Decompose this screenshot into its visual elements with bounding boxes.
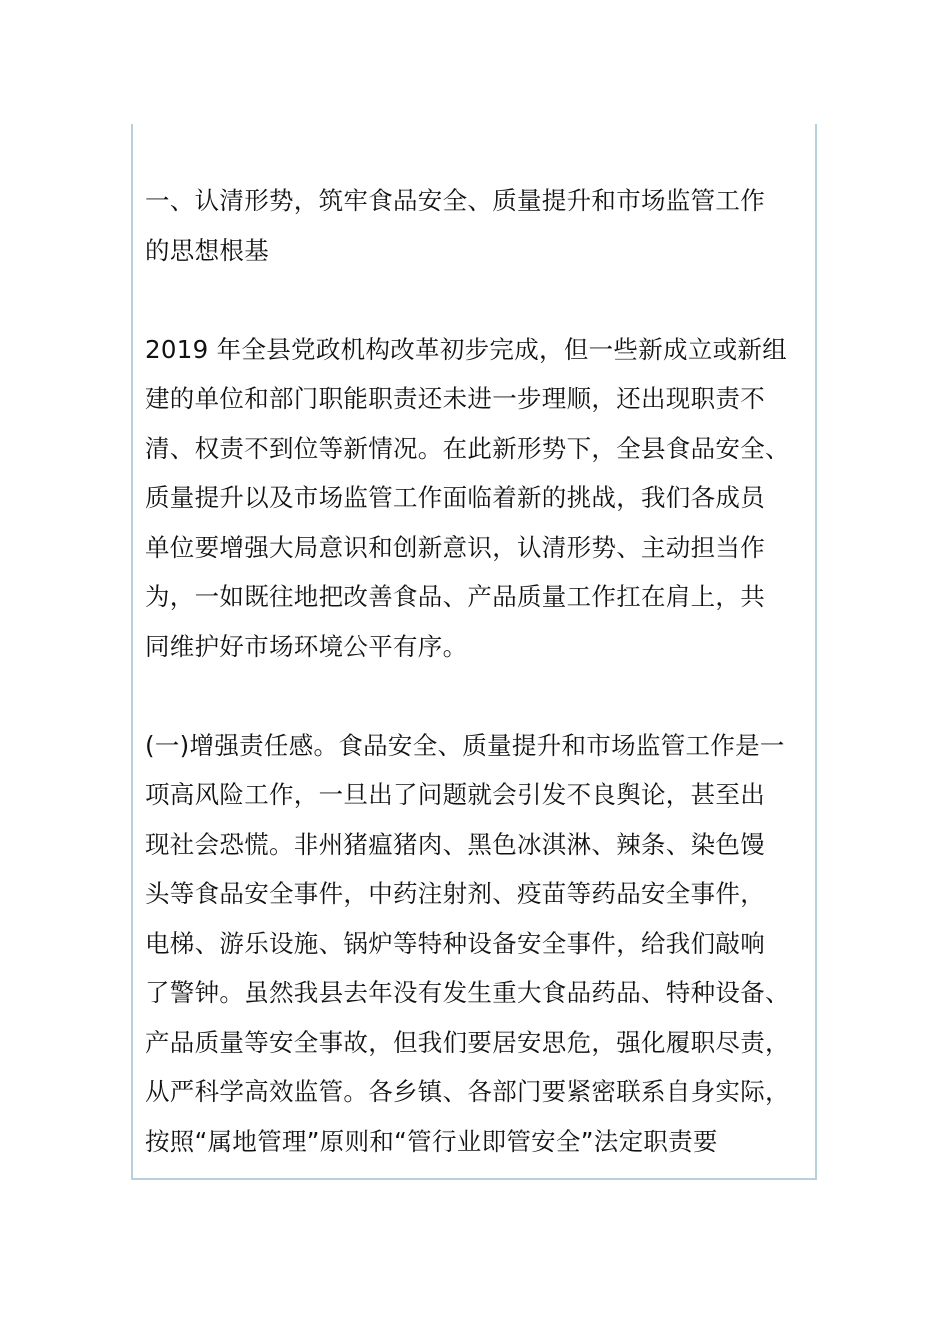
text-line: 同维护好市场环境公平有序。 <box>145 631 468 661</box>
paragraph-2 <box>145 721 805 1167</box>
paragraph-gap <box>145 671 805 721</box>
text-line: 产品质量等安全事故，但我们要居安思危，强化履职尽责， <box>145 1027 790 1057</box>
text-line: 建的单位和部门职能职责还未进一步理顺，还出现职责不 <box>145 384 765 413</box>
text-line: 单位要增强大局意识和创新意识，认清形势、主动担当作 <box>145 532 765 562</box>
heading-line: 的思想根基 <box>145 235 269 265</box>
paragraph-gap <box>145 275 805 325</box>
text-line: 质量提升以及市场监管工作面临着新的挑战，我们各成员 <box>145 483 765 512</box>
text-line: 头等食品安全事件，中药注射剂、疫苗等药品安全事件， <box>145 879 765 908</box>
text-line: 项高风险工作，一旦出了问题就会引发不良舆论，甚至出 <box>145 780 765 809</box>
text-line: 电梯、游乐设施、锅炉等特种设备安全事件，给我们敲响 <box>145 928 765 958</box>
text-line: 按照“属地管理”原则和“管行业即管安全”法定职责要 <box>145 1126 718 1156</box>
section-heading <box>145 176 805 275</box>
text-line: (一)增强责任感。食品安全、质量提升和市场监管工作是一 <box>145 730 785 760</box>
text-line: 清、权责不到位等新情况。在此新形势下，全县食品安全、 <box>145 433 790 463</box>
paragraph-1 <box>145 325 805 672</box>
text-line: 从严科学高效监管。各乡镇、各部门要紧密联系自身实际， <box>145 1077 790 1106</box>
text-line: 了警钟。虽然我县去年没有发生重大食品药品、特种设备、 <box>145 978 790 1007</box>
heading-line: 一、认清形势，筑牢食品安全、质量提升和市场监管工作 <box>145 186 765 215</box>
text-line: 2019 年全县党政机构改革初步完成，但一些新成立或新组 <box>145 334 788 364</box>
text-line: 为，一如既往地把改善食品、产品质量工作扛在肩上，共 <box>145 582 765 611</box>
text-line: 现社会恐慌。非州猪瘟猪肉、黑色冰淇淋、辣条、染色馒 <box>145 829 765 859</box>
document-body <box>145 176 805 1166</box>
